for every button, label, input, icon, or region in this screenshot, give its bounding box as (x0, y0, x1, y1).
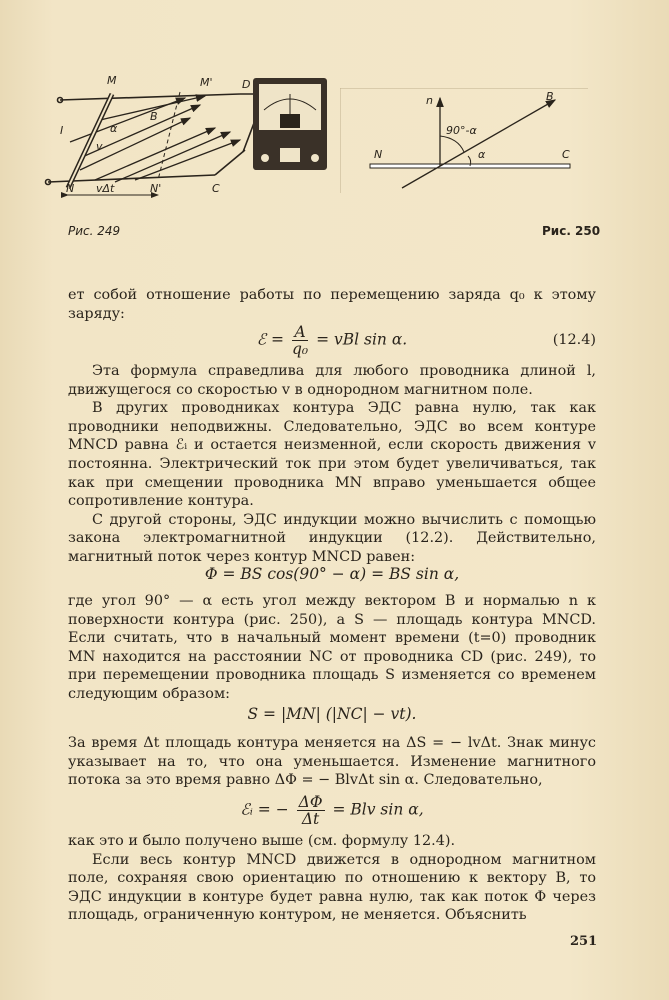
text-block-3 (68, 592, 596, 704)
numerator: ΔΦ (298, 793, 323, 811)
label-B: B (150, 110, 158, 123)
label-vdt: vΔt (96, 182, 115, 195)
formula-12-4 (68, 324, 596, 357)
paragraph-5: где угол 90° — α есть угол между вектором B и нормалью n к поверхности контура (рис. 250), а S — площадь контура MNCD. Если считать, что в начальный момент времени (t=0) проводник MN находится на расстоянии NC от проводника CD (рис. 249), то при перемещении проводника площадь S изменяется со временем следующим образом: (68, 593, 596, 702)
field-lines (70, 96, 240, 182)
formula-rhs: = vBl sin α. (316, 330, 408, 349)
label-N: N (374, 148, 383, 161)
page-number: 251 (570, 934, 598, 949)
label-D: D (242, 78, 251, 91)
fraction (297, 794, 325, 827)
label-N: N (66, 182, 75, 195)
label-C: C (562, 148, 570, 161)
paragraph-4: С другой стороны, ЭДС индукции можно вычислить с помощью закона электромагнитной индукции (12.2). Действительно, магнитный поток через контур MNCD равен: (68, 511, 596, 565)
formula-lhs: ℰ = (256, 330, 285, 349)
label-I: I (60, 124, 64, 137)
label-M-prime: M' (200, 76, 213, 89)
formula-emf (68, 794, 596, 827)
figure-249-diagram (40, 70, 335, 220)
paragraph-2: Эта формула справедлива для любого проводника длиной l, движущегося со скоростью v в однородном магнитном поле. (68, 363, 596, 398)
label-M: M (107, 74, 117, 87)
paragraph-8: Если весь контур MNCD движется в однородном магнитном поле, сохраняя свою ориентацию по отношению к вектору B, то ЭДС индукции в контуре будет равна нулю, так как поток Φ через площадь, ограниченную контуром, не меняется. Объяснить (68, 851, 596, 924)
paragraph-7: как это и было получено выше (см. формулу 12.4). (68, 833, 456, 849)
field-vector (402, 100, 555, 188)
text-block-2 (68, 362, 596, 567)
label-alpha: α (110, 122, 118, 135)
angle-arc (440, 136, 464, 152)
galvanometer (253, 78, 327, 170)
fraction (292, 324, 308, 357)
paragraph-3: В других проводниках контура ЭДС равна нулю, так как проводники неподвижны. Следовательно, ЭДС во всем контуре MNCD равна ℰᵢ и остается неизменной, если скорость движения v постоянна. Электрический ток при этом будет увеличиваться, так как при смещении проводника MN вправо уменьшается общее сопротивление контура. (68, 400, 596, 510)
text-block-1 (68, 286, 596, 323)
label-N-prime: N' (150, 182, 162, 195)
numerator: A (292, 324, 308, 341)
figure-249-caption: Рис. 249 (68, 224, 121, 238)
text-block-4 (68, 734, 596, 790)
paragraph-1: ет собой отношение работы по перемещению заряда q₀ к этому заряду: (68, 287, 596, 322)
label-C: C (212, 182, 220, 195)
denominator: q₀ (292, 340, 309, 358)
label-v: v (96, 140, 103, 153)
figure-250-diagram (340, 88, 588, 193)
label-B: B (546, 90, 554, 103)
text-block-5 (68, 832, 596, 925)
formula-lhs: ℰᵢ = − (240, 800, 289, 819)
formula-flux: Φ = BS cos(90° − α) = BS sin α, (204, 565, 460, 583)
formula-rhs: = Blv sin α, (332, 800, 424, 819)
label-alpha: α (478, 148, 486, 161)
formula-number: (12.4) (552, 332, 596, 348)
label-angle: 90°-α (446, 124, 477, 137)
denominator: Δt (301, 810, 320, 828)
figure-250-caption: Рис. 250 (542, 224, 601, 238)
formula-area: S = |MN| (|NC| − vt). (247, 705, 417, 723)
label-n: n (426, 94, 433, 107)
paragraph-6: За время Δt площадь контура меняется на ΔS = − lvΔt. Знак минус указывает на то, что она уменьшается. Изменение магнитного потока за это время равно ΔΦ = − BlvΔt sin α. Следовательно, (68, 735, 596, 789)
